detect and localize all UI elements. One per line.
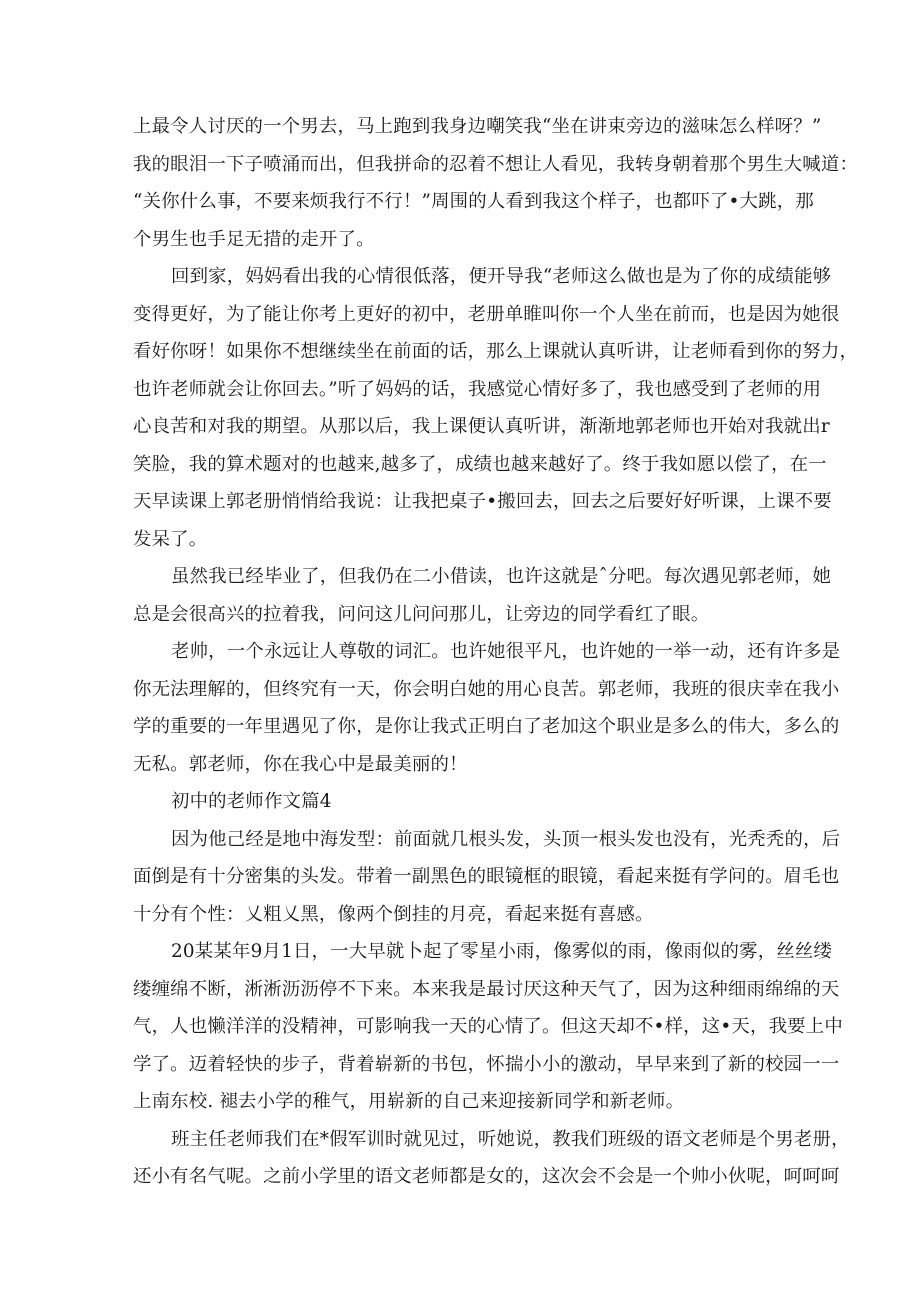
text-line: 我的眼泪一下子喷涌而出，但我拼命的忍着不想让人看见，我转身朝着那个男生大喊道： xyxy=(133,153,859,175)
text-line: 你无法理解的，但终究有一天，你会明白她的用心良苦。郭老师，我班的很庆幸在我小 xyxy=(133,678,840,700)
paragraph xyxy=(133,258,859,558)
text-line: 20某某年9月1日，一大早就卜起了零星小雨，像雾似的雨，像雨似的雾，丝丝缕 xyxy=(171,941,833,962)
paragraph xyxy=(133,558,832,633)
document-page xyxy=(133,108,859,1196)
text-line: 十分有个性：乂粗乂黑，像两个倒挂的月亮，看起来挺有喜感。 xyxy=(133,903,654,925)
text-line: 无私。郭老师，你在我心中是最美丽的！ xyxy=(133,753,468,775)
text-line: 气，人也懒洋洋的没精神，可影响我一天的心情了。但这天却不•样，这•天，我要上中 xyxy=(133,1016,843,1037)
paragraph xyxy=(133,108,859,258)
paragraph xyxy=(133,633,841,783)
text-line: 还小有名气呢。之前小学里的语文老师都是女的，这次会不会是一个帅小伙呢，呵呵呵 xyxy=(133,1166,840,1187)
paragraph xyxy=(133,821,841,934)
text-line: 笑脸，我的算术题对的也越来,越多了，成绩也越来越好了。终于我如愿以偿了，在一 xyxy=(133,453,827,475)
paragraph xyxy=(133,1121,850,1196)
text-line: 初中的老师作文篇4 xyxy=(171,791,332,812)
text-line: 面倒是有十分密集的头发。带着一副黑色的眼镜框的眼镜，看起来挺有学问的。眉毛也 xyxy=(133,866,840,887)
text-line: 天早读课上郭老册悄悄给我说：让我把桌子•搬回去，回去之后要好好听课，上课不要 xyxy=(133,491,832,512)
text-line: 虽然我已经毕业了，但我仍在二小借读，也许这就是ˆ分吧。每次遇见郭老师，她 xyxy=(171,566,832,587)
text-line: 班主任老师我们在*假军训时就见过，听她说，教我们班级的语文老师是个男老册， xyxy=(171,1128,850,1150)
text-line: 回到家，妈妈看出我的心情很低落，便开导我“老师这么做也是为了你的成绩能够 xyxy=(171,266,832,287)
text-line: 学了。迈着轻快的步子，背着崭新的书包，怀揣小小的激动，早早来到了新的校园一一 xyxy=(133,1053,840,1075)
text-line: 上南东校. 褪去小学的稚气，用崭新的自己来迎接新同学和新老师。 xyxy=(133,1091,685,1112)
text-line: 上最令人讨厌的一个男去，马上跑到我身边嘲笑我“坐在讲束旁边的滋味怎么样呀？” xyxy=(133,116,822,137)
text-line: “关你什么事，不要来烦我行不行！”周围的人看到我这个样子，也都吓了•大跳，那 xyxy=(133,191,814,212)
text-line: 学的重要的一年里遇见了你，是你让我式正明白了老加这个职业是多么的伟大，多么的 xyxy=(133,716,840,737)
text-line: 发呆了。 xyxy=(133,528,208,550)
text-line: 因为他己经是地中海发型：前面就几根头发，头顶一根头发也没有，光秃秃的，后 xyxy=(171,828,841,850)
paragraph xyxy=(133,933,843,1121)
text-line: 老帅，一个永远让人尊敬的词汇。也许她很平凡，也许她的一举一动，还有许多是 xyxy=(171,641,841,662)
text-line: 心良苦和对我的期望。从那以后，我上课便认真听讲，渐渐地郭老师也开始对我就出r xyxy=(133,416,830,437)
text-line: 个男生也手足无措的走开了。 xyxy=(133,228,375,250)
section-heading xyxy=(133,783,783,821)
text-line: 缕缠绵不断，淅淅沥沥停不下来。本来我是最讨厌这种天气了，因为这种细雨绵绵的天 xyxy=(133,978,840,1000)
text-line: 总是会很高兴的拉着我，问问这儿问问那儿，让旁边的同学看红了眼。 xyxy=(133,603,710,625)
text-line: 变得更好，为了能让你考上更好的初中，老册单睢叫你一个人坐在前而，也是因为她很 xyxy=(133,303,840,325)
text-line: 看好你呀！如果你不想继续坐在前面的话，那么上课就认真听讲，让老师看到你的努力， xyxy=(133,341,859,362)
text-line: 也许老师就会让你回去。”听了妈妈的话，我感觉心情好多了，我也感受到了老师的用 xyxy=(133,378,822,400)
